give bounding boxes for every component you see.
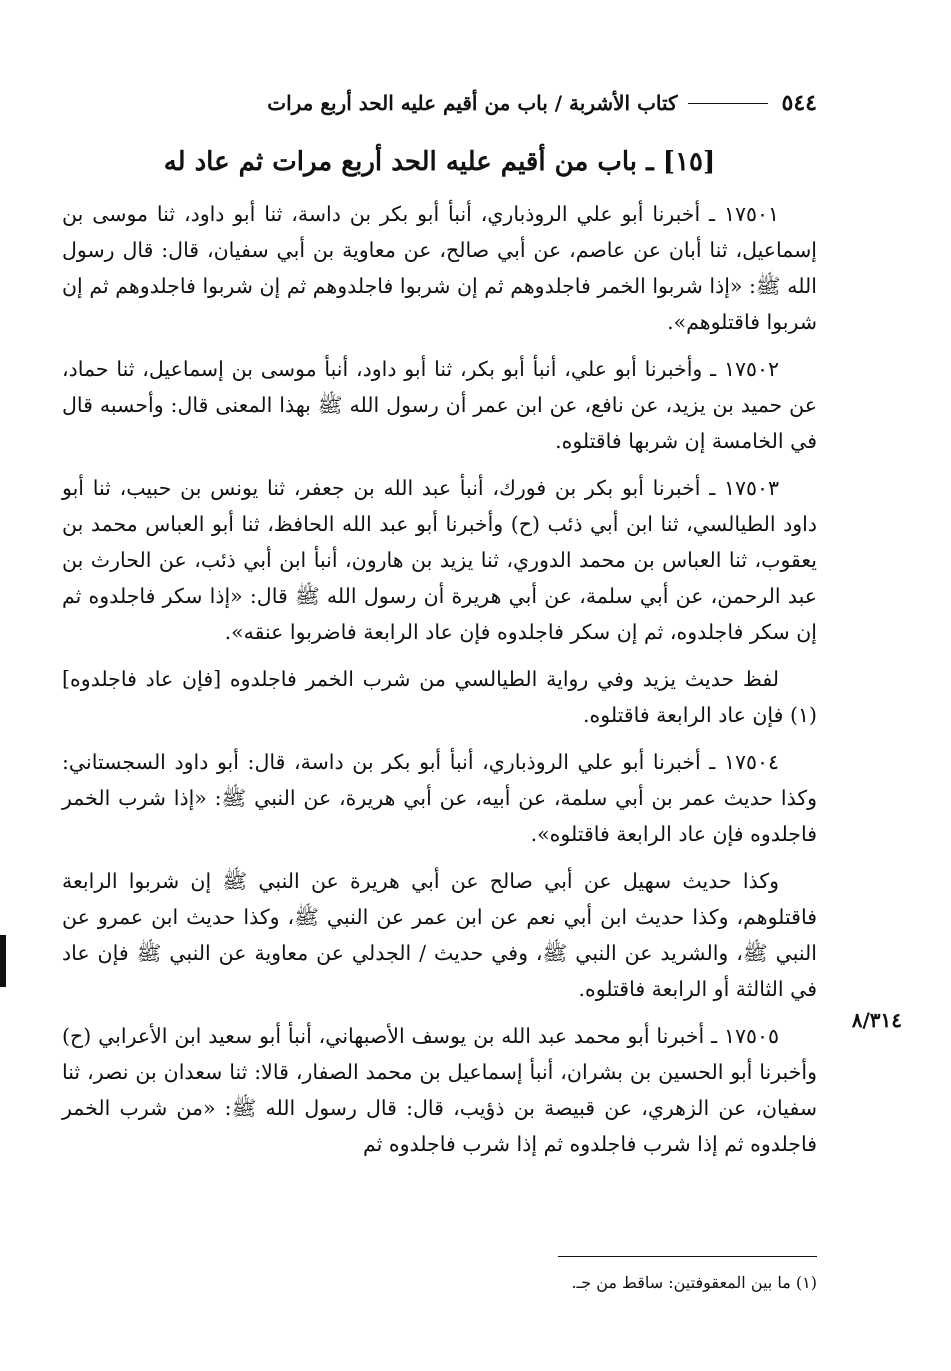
running-title: كتاب الأشربة / باب من أقيم عليه الحد أربع مرات [267, 91, 678, 115]
paragraph: ١٧٥٠٥ ـ أخبرنا أبو محمد عبد الله بن يوسف الأصبهاني، أنبأ أبو سعيد ابن الأعرابي (ح) وأخبرنا أبو الحسين بن بشران، أنبأ إسماعيل بن محمد الصفار، قالا: ثنا سعدان بن نصر، ثنا سفيان، عن الزهري، عن قبيصة بن ذؤيب، قال: قال رسول الله ﷺ: «من شرب الخمر فاجلدوه ثم إذا شرب فاجلدوه ثم إذا شرب فاجلدوه ثم [62, 1024, 817, 1156]
paragraph: ١٧٥٠٤ ـ أخبرنا أبو علي الروذباري، أنبأ أبو بكر بن داسة، قال: أبو داود السجستاني: وكذا حديث عمر بن أبي سلمة، عن أبيه، عن أبي هريرة، عن النبي ﷺ: «إذا شرب الخمر فاجلدوه فإن عاد الرابعة فاقتلوه». [62, 750, 817, 846]
paragraph: لفظ حديث يزيد وفي رواية الطيالسي من شرب الخمر فاجلدوه [فإن عاد فاجلدوه](١) فإن عاد الرابعة فاقتلوه. [62, 667, 817, 727]
footnote: (١) ما بين المعقوفتين: ساقط من جـ. [571, 1273, 817, 1292]
chapter-heading: [١٥] ـ باب من أقيم عليه الحد أربع مرات ثم عاد له [163, 147, 716, 177]
page-number: ٥٤٤ [781, 90, 817, 116]
body-text [62, 196, 817, 1173]
margin-page-reference: ٨/٣١٤ [851, 1008, 902, 1032]
paragraph: ١٧٥٠٣ ـ أخبرنا أبو بكر بن فورك، أنبأ عبد الله بن جعفر، ثنا يونس بن حبيب، ثنا أبو داود الطيالسي، ثنا ابن أبي ذئب (ح) وأخبرنا أبو عبد الله الحافظ، ثنا أبو العباس محمد بن يعقوب، ثنا العباس بن محمد الدوري، ثنا يزيد بن هارون، أنبأ ابن أبي ذئب، عن الحارث بن عبد الرحمن، عن أبي سلمة، عن أبي هريرة أن رسول الله ﷺ قال: «إذا سكر فاجلدوه ثم إن سكر فاجلدوه، ثم إن سكر فاجلدوه فإن عاد الرابعة فاضربوا عنقه». [62, 476, 817, 644]
header-rule [688, 103, 768, 104]
running-header [62, 86, 817, 120]
paragraph: وكذا حديث سهيل عن أبي صالح عن أبي هريرة عن النبي ﷺ إن شربوا الرابعة فاقتلوهم، وكذا حديث ابن أبي نعم عن ابن عمر عن النبي ﷺ، وكذا حديث ابن عمرو عن النبي ﷺ، والشريد عن النبي ﷺ، وفي حديث / الجدلي عن معاوية عن النبي ﷺ فإن عاد في الثالثة أو الرابعة فاقتلوه. [62, 869, 817, 1001]
paragraph: ١٧٥٠١ ـ أخبرنا أبو علي الروذباري، أنبأ أبو بكر بن داسة، ثنا أبو داود، ثنا موسى بن إسماعيل، ثنا أبان عن عاصم، عن أبي صالح، عن معاوية بن أبي سفيان، قال: قال رسول الله ﷺ: «إذا شربوا الخمر فاجلدوهم ثم إن شربوا فاجلدوهم ثم إن شربوا فاجلدوهم ثم إن شربوا فاقتلوهم». [62, 202, 817, 334]
scan-edge-mark [0, 935, 6, 987]
paragraph: ١٧٥٠٢ ـ وأخبرنا أبو علي، أنبأ أبو بكر، ثنا أبو داود، أنبأ موسى بن إسماعيل، ثنا حماد، عن حميد بن يزيد، عن نافع، عن ابن عمر أن رسول الله ﷺ بهذا المعنى قال: وأحسبه قال في الخامسة إن شربها فاقتلوه. [62, 357, 817, 453]
footnote-separator [558, 1256, 817, 1257]
